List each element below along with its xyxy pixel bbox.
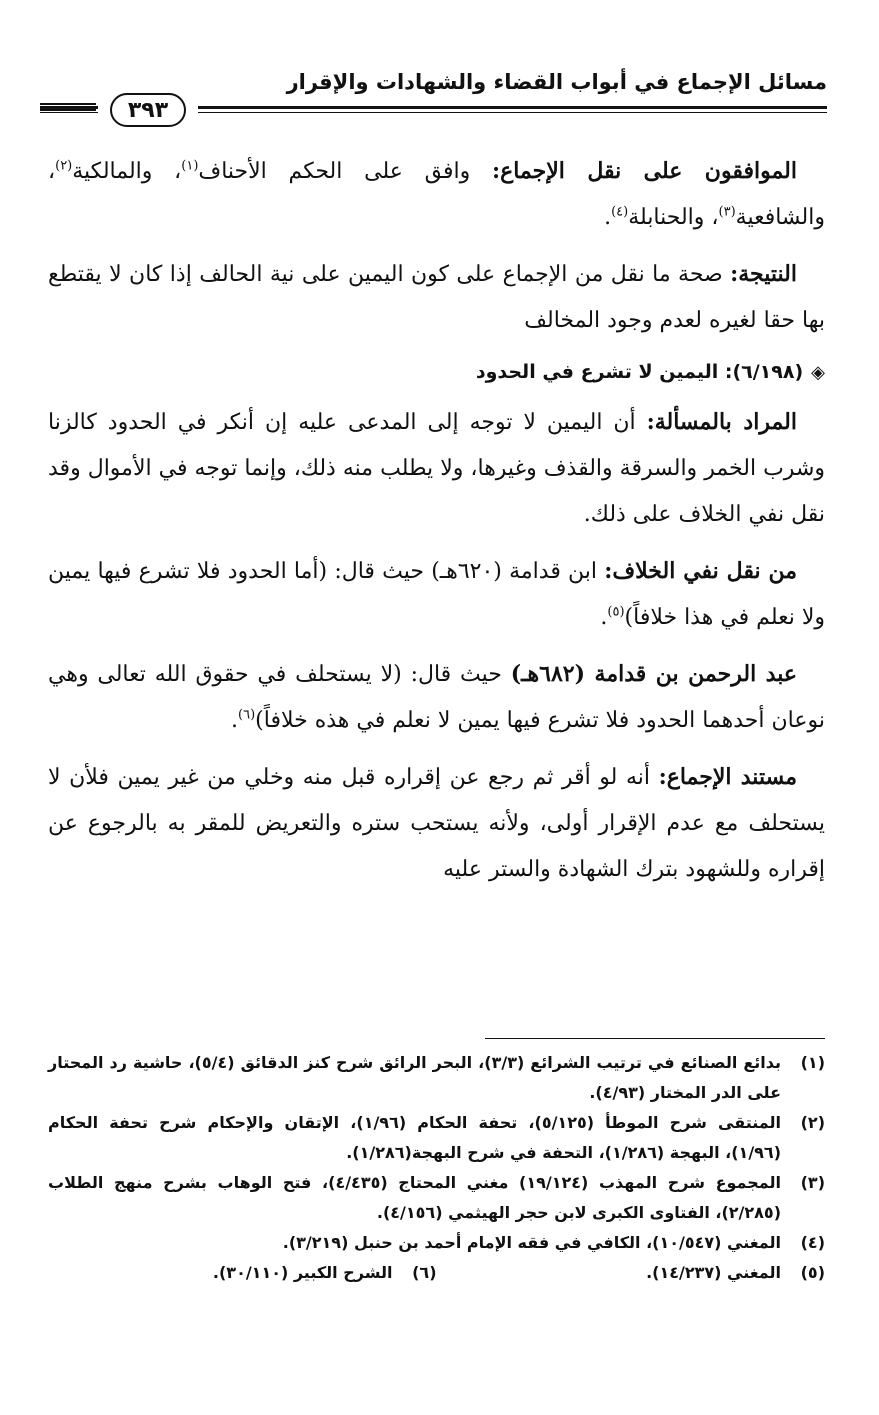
footnote-text: المغني (١٤/٢٣٧). — [646, 1263, 781, 1282]
footnote-text: الشرح الكبير (٣٠/١١٠). — [212, 1263, 393, 1282]
paragraph-text: حيث قال: (لا يستحلف في حقوق الله تعالى وهي نوعان أحدهما الحدود فلا تشرع فيها يمين لا نعلم في هذه خلافاً) — [48, 662, 825, 733]
footnotes — [48, 1048, 825, 1288]
paragraph-ibn-qudama — [48, 651, 825, 744]
paragraph-lead: من نقل نفي الخلاف: — [604, 558, 797, 584]
paragraph-agreers — [48, 148, 825, 241]
footnote-ref[interactable]: (١) — [181, 158, 199, 174]
paragraph-text: ، والمالكية — [72, 159, 182, 184]
footnote-pair-row — [48, 1258, 825, 1288]
page-header — [40, 62, 827, 122]
footnote-text: المغني (١٠/٥٤٧)، الكافي في فقه الإمام أحمد بن حنبل (٣/٢١٩). — [282, 1233, 781, 1252]
footnote-number: (٥) — [800, 1263, 825, 1282]
footnote-text: المجموع شرح المهذب (١٩/١٢٤) مغني المحتاج (٤/٤٣٥)، فتح الوهاب بشرح منهج الطلاب (٢/٢٨٥)، الفتاوى الكبرى لابن حجر الهيثمي (٤/١٥٦). — [48, 1173, 782, 1222]
paragraph-lead: مستند الإجماع: — [658, 764, 797, 790]
paragraph-text: . — [231, 708, 239, 733]
paragraph-text: . — [600, 605, 608, 630]
paragraph-basis — [48, 754, 825, 893]
section-heading — [48, 354, 825, 391]
footnote-separator — [485, 1038, 825, 1039]
footnote-item — [48, 1228, 825, 1258]
paragraph-text: صحة ما نقل من الإجماع على كون اليمين على نية الحالف إذا كان لا يقتطع بها حقا لغيره لعدم وجود المخالف — [48, 262, 825, 333]
footnote-item — [48, 1258, 437, 1288]
paragraph-text: وافق على الحكم الأحناف — [198, 159, 492, 184]
footnote-item — [48, 1048, 825, 1108]
paragraph-text: ، والحنابلة — [628, 205, 719, 230]
header-ornament-lines — [40, 103, 96, 115]
paragraph-result — [48, 251, 825, 344]
paragraph-lead: الموافقون على نقل الإجماع: — [491, 158, 797, 184]
paragraph-lead: المراد بالمسألة: — [646, 409, 797, 435]
footnote-text: بدائع الصنائع في ترتيب الشرائع (٣/٣)، البحر الرائق شرح كنز الدقائق (٥/٤)، حاشية رد المحتار على الدر المختار (٤/٩٣). — [48, 1053, 781, 1102]
page-number-ornament — [98, 91, 198, 129]
paragraph-text: . — [604, 205, 612, 230]
paragraph-no-dispute — [48, 548, 825, 641]
diamond-bullet-icon: ◈ — [811, 362, 825, 383]
footnote-ref[interactable]: (٦) — [238, 707, 256, 723]
footnote-number: (٤) — [800, 1233, 825, 1252]
footnote-ref[interactable]: (٥) — [607, 604, 625, 620]
footnote-number: (١) — [800, 1053, 825, 1072]
paragraph-text: أن اليمين لا توجه إلى المدعى عليه إن أنكر في الحدود كالزنا وشرب الخمر والسرقة والقذف وغيرها، ولا يطلب منه ذلك، وإنما توجه في الأموال وقد نقل نفي الخلاف على ذلك. — [48, 410, 825, 527]
footnote-ref[interactable]: (٢) — [55, 158, 73, 174]
paragraph-text: ابن قدامة (٦٢٠هـ) حيث قال: (أما الحدود فلا تشرع فيها يمين ولا نعلم في هذا خلافاً) — [48, 559, 825, 630]
footnote-number: (٦) — [412, 1263, 437, 1282]
footnote-item — [48, 1168, 825, 1228]
footnote-number: (٢) — [800, 1113, 825, 1132]
paragraph-text: أنه لو أقر ثم رجع عن إقراره قبل منه وخلي من غير يمين فلأن لا يستحلف مع عدم الإقرار أولى، ولأنه يستحب ستره والتعريض للمقر به بالرجوع عن إقراره وللشهود بترك الشهادة والستر عليه — [48, 765, 825, 882]
paragraph-text: ، والشافعية — [48, 159, 825, 230]
page-number: ٣٩٣ — [127, 97, 169, 123]
footnote-ref[interactable]: (٤) — [611, 204, 629, 220]
footnote-number: (٣) — [800, 1173, 825, 1192]
footnote-item — [48, 1108, 825, 1168]
paragraph-meaning — [48, 399, 825, 538]
page-number-frame — [110, 93, 186, 127]
paragraph-lead: عبد الرحمن بن قدامة (٦٨٢هـ) — [510, 661, 797, 687]
running-title: مسائل الإجماع في أبواب القضاء والشهادات والإقرار — [286, 70, 827, 94]
section-heading-text: (٦/١٩٨): اليمين لا تشرع في الحدود — [475, 361, 804, 383]
footnote-text: المنتقى شرح الموطأ (٥/١٢٥)، تحفة الحكام (١/٩٦)، الإتقان والإحكام شرح تحفة الحكام (١/٩٦)، البهجة (١/٢٨٦)، التحفة في شرح البهجة(١/٢٨٦). — [48, 1113, 782, 1162]
footnote-item — [437, 1258, 826, 1288]
paragraph-lead: النتيجة: — [730, 261, 797, 287]
footnote-ref[interactable]: (٣) — [718, 204, 736, 220]
main-text — [48, 148, 825, 903]
